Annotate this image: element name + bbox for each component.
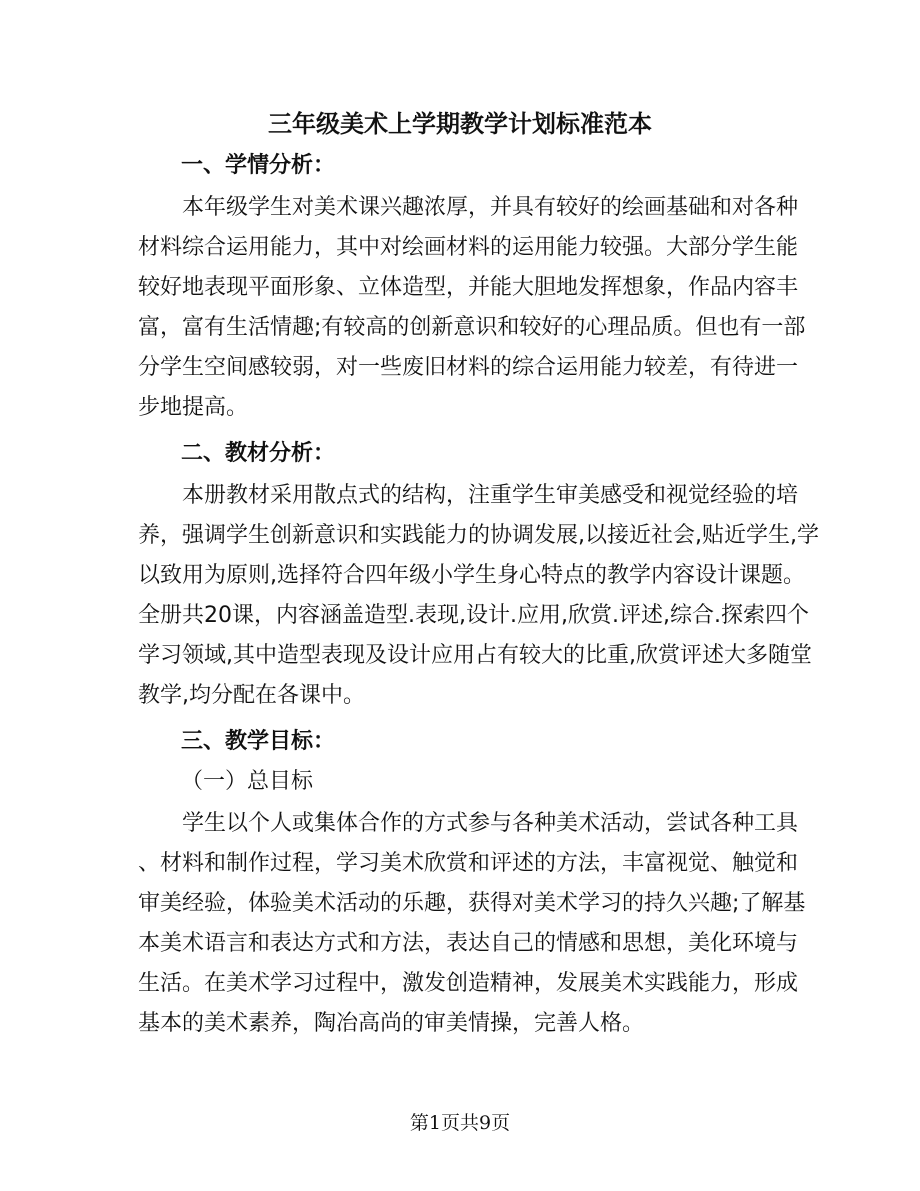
paragraph-line: 材料综合运用能力，其中对绘画材料的运用能力较强。大部分学生能	[138, 235, 799, 260]
paragraph-line: 本年级学生对美术课兴趣浓厚，并具有较好的绘画基础和对各种	[182, 195, 799, 220]
paragraph-line: 步地提高。	[138, 395, 249, 420]
paragraph-line: 审美经验，体验美术活动的乐趣，获得对美术学习的持久兴趣;了解基	[138, 891, 806, 916]
document-title: 三年级美术上学期教学计划标准范本	[268, 110, 652, 138]
page-number-footer: 第1页共9页	[409, 1112, 511, 1134]
section-heading-3: 三、教学目标：	[181, 729, 336, 754]
paragraph-line: 学习领域,其中造型表现及设计应用占有较大的比重,欣赏评述大多随堂	[138, 643, 812, 668]
paragraph-line: 分学生空间感较弱，对一些废旧材料的综合运用能力较差，有待进一	[138, 355, 799, 380]
paragraph-line: 学生以个人或集体合作的方式参与各种美术活动，尝试各种工具	[182, 811, 799, 836]
paragraph-line: 教学,均分配在各课中。	[138, 683, 365, 708]
paragraph-line: 本册教材采用散点式的结构，注重学生审美感受和视觉经验的培	[182, 483, 799, 508]
section-3-paragraph	[138, 804, 806, 1044]
section-heading-1: 一、学情分析：	[181, 153, 336, 178]
section-heading-2: 二、教材分析：	[181, 441, 336, 466]
paragraph-line: 较好地表现平面形象、立体造型，并能大胆地发挥想象，作品内容丰	[138, 275, 799, 300]
paragraph-line: 生活。在美术学习过程中，激发创造精神，发展美术实践能力，形成	[138, 971, 799, 996]
paragraph-line: 本美术语言和表达方式和方法，表达自己的情感和思想，美化环境与	[138, 931, 799, 956]
paragraph-line: 全册共20课，内容涵盖造型.表现,设计.应用,欣赏.评述,综合.探索四个	[138, 603, 809, 628]
subsection-heading: （一）总目标	[181, 769, 314, 794]
paragraph-line: 以致用为原则,选择符合四年级小学生身心特点的教学内容设计课题。	[138, 563, 805, 588]
paragraph-line: 基本的美术素养，陶冶高尚的审美情操，完善人格。	[138, 1011, 645, 1036]
paragraph-line: 、材料和制作过程，学习美术欣赏和评述的方法，丰富视觉、触觉和	[138, 851, 799, 876]
section-1-paragraph	[138, 188, 806, 428]
paragraph-line: 养，强调学生创新意识和实践能力的协调发展,以接近社会,贴近学生,学	[138, 523, 819, 548]
paragraph-line: 富，富有生活情趣;有较高的创新意识和较好的心理品质。但也有一部	[138, 315, 806, 340]
section-2-paragraph	[138, 476, 819, 716]
